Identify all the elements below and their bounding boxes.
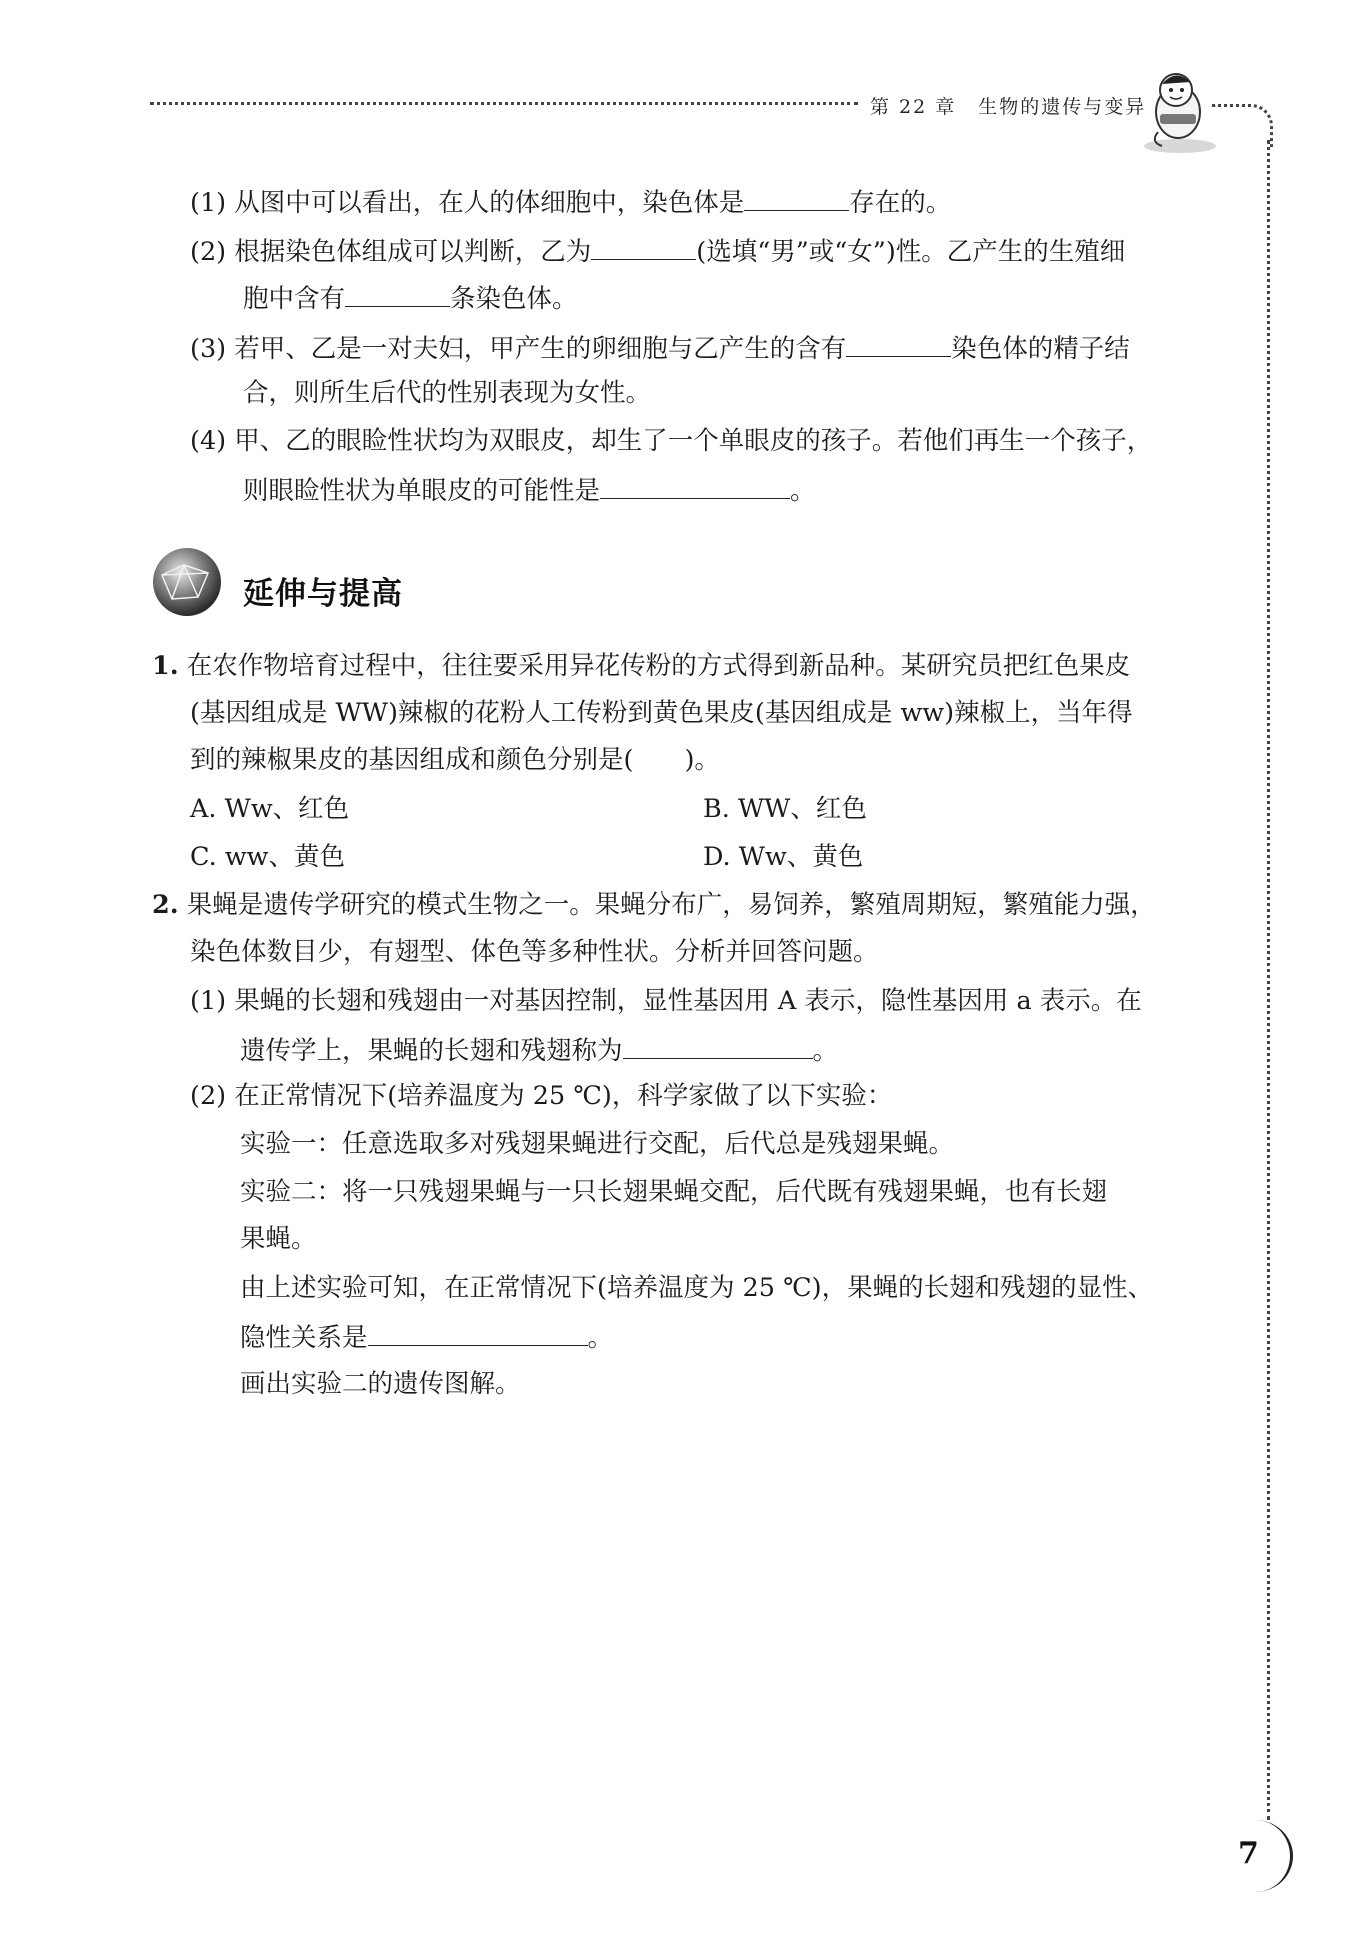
q2-part-1-cont: 遗传学上，果蝇的长翅和残翅称为 。 xyxy=(240,1032,838,1067)
draw-instruction: 画出实验二的遗传图解。 xyxy=(240,1369,521,1399)
conclusion: 由上述实验可知，在正常情况下(培养温度为 25 ℃)，果蝇的长翅和残翅的显性、 xyxy=(240,1273,1154,1303)
mascot-icon xyxy=(1140,62,1220,154)
chapter-number: 第 22 章 xyxy=(870,96,957,118)
prev-q4: (4) 甲、乙的眼睑性状均为双眼皮，却生了一个单眼皮的孩子。若他们再生一个孩子， xyxy=(190,426,1153,456)
answer-blank[interactable] xyxy=(591,233,696,260)
prev-q3-cont: 合，则所生后代的性别表现为女性。 xyxy=(243,378,652,408)
q1-option-d[interactable]: D. Ww、黄色 xyxy=(703,842,864,872)
prev-q3: (3) 若甲、乙是一对夫妇，甲产生的卵细胞与乙产生的含有 染色体的精子结 xyxy=(190,330,1130,365)
experiment-1: 实验一：任意选取多对残翅果蝇进行交配，后代总是残翅果蝇。 xyxy=(240,1129,955,1159)
frame-corner xyxy=(1212,104,1273,147)
experiment-2-cont: 果蝇。 xyxy=(240,1224,317,1254)
answer-blank[interactable] xyxy=(600,472,790,499)
answer-area[interactable] xyxy=(240,1420,1240,1800)
conclusion-cont: 隐性关系是 。 xyxy=(240,1319,613,1354)
q1-option-a[interactable]: A. Ww、红色 xyxy=(190,794,350,824)
q1-option-b[interactable]: B. WW、红色 xyxy=(703,794,867,824)
answer-blank[interactable] xyxy=(744,184,849,211)
running-header xyxy=(870,92,1168,119)
experiment-2: 实验二：将一只残翅果蝇与一只长翅果蝇交配，后代既有残翅果蝇，也有长翅 xyxy=(240,1177,1108,1207)
q2-part-2: (2) 在正常情况下(培养温度为 25 ℃)，科学家做了以下实验： xyxy=(190,1081,893,1111)
prev-q2-cont: 胞中含有 条染色体。 xyxy=(243,280,578,315)
q1-line-2: (基因组成是 WW)辣椒的花粉人工传粉到黄色果皮(基因组成是 ww)辣椒上，当年得 xyxy=(190,698,1133,728)
prev-q2: (2) 根据染色体组成可以判断，乙为 (选填“男”或“女”)性。乙产生的生殖细 xyxy=(190,233,1125,268)
q1-line-1: 1. 在农作物培育过程中，往往要采用异花传粉的方式得到新品种。某研究员把红色果皮 xyxy=(152,651,1131,681)
prev-q4-cont: 则眼睑性状为单眼皮的可能性是 。 xyxy=(243,472,816,507)
q1-option-c[interactable]: C. ww、黄色 xyxy=(190,842,345,872)
prev-q1: (1) 从图中可以看出，在人的体细胞中，染色体是 存在的。 xyxy=(190,184,951,219)
answer-blank[interactable] xyxy=(846,330,951,357)
q2-part-1: (1) 果蝇的长翅和残翅由一对基因控制，显性基因用 A 表示，隐性基因用 a 表示。在 xyxy=(190,986,1142,1016)
section-title: 延伸与提高 xyxy=(243,576,403,612)
header-dotted-line xyxy=(150,102,858,105)
q2-line-1: 2. 果蝇是遗传学研究的模式生物之一。果蝇分布广，易饲养，繁殖周期短，繁殖能力强， xyxy=(152,890,1156,920)
q2-line-2: 染色体数目少，有翅型、体色等多种性状。分析并回答问题。 xyxy=(190,937,879,967)
answer-blank[interactable] xyxy=(368,1319,588,1346)
chapter-title: 生物的遗传与变异 xyxy=(978,96,1147,118)
frame-right-edge xyxy=(1267,140,1270,1820)
q1-line-3: 到的辣椒果皮的基因组成和颜色分别是( )。 xyxy=(190,745,720,775)
section-sphere-icon xyxy=(150,545,224,619)
answer-blank[interactable] xyxy=(623,1032,813,1059)
answer-blank[interactable] xyxy=(345,280,450,307)
page-number: 7 xyxy=(1238,1836,1259,1871)
